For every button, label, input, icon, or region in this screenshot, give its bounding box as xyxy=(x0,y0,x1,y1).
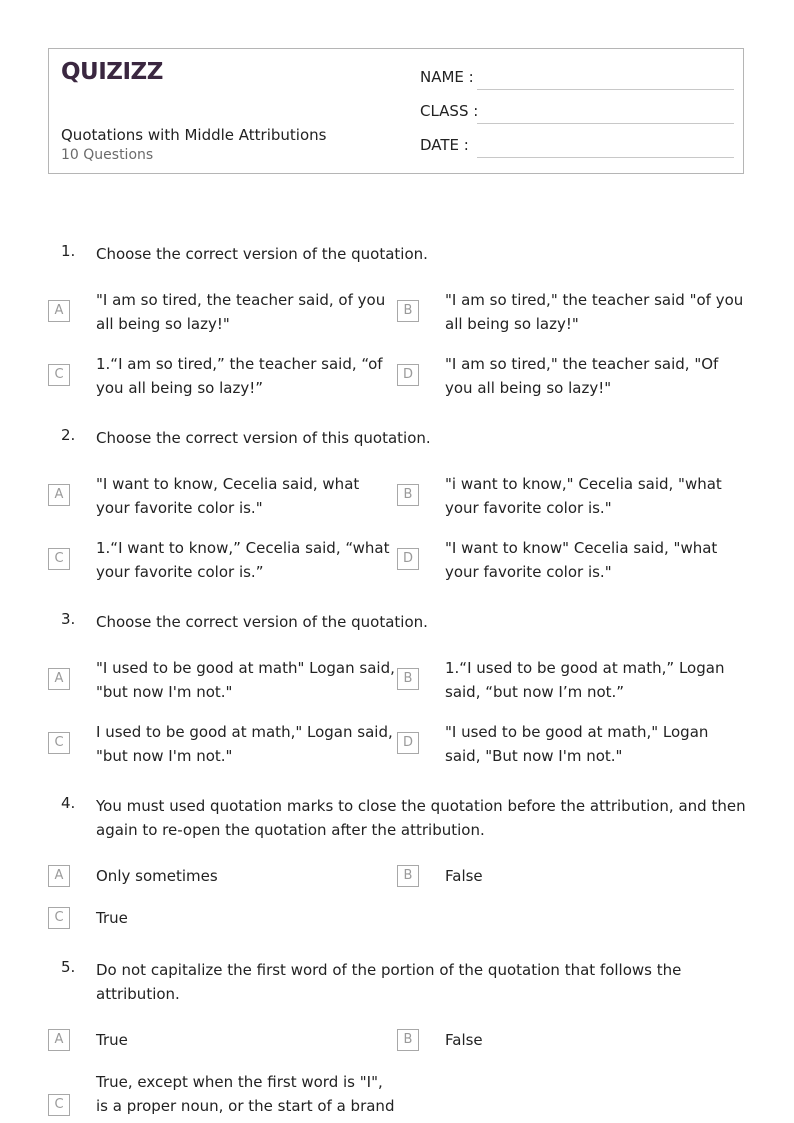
name-line[interactable] xyxy=(477,89,734,90)
name-field[interactable] xyxy=(420,68,734,90)
option-letter-box[interactable]: A xyxy=(48,300,70,322)
question-text: Do not capitalize the first word of the portion of the quotation that follows the attribution. xyxy=(96,961,682,1003)
question-number: 3. xyxy=(61,610,76,628)
worksheet-header xyxy=(48,48,744,174)
option-text: "I want to know" Cecelia said, "what your favorite color is." xyxy=(445,539,718,581)
option-text: False xyxy=(445,1031,483,1049)
date-label: DATE : xyxy=(420,136,469,154)
quizizz-logo: QUIZIZZ xyxy=(61,59,163,85)
option-letter-box[interactable]: C xyxy=(48,732,70,754)
option-letter-box[interactable]: B xyxy=(397,865,419,887)
option-letter-box[interactable]: A xyxy=(48,484,70,506)
option-letter-box[interactable]: A xyxy=(48,668,70,690)
option-text: "I used to be good at math" Logan said, "but now I'm not." xyxy=(96,659,395,701)
option-letter-box[interactable]: D xyxy=(397,548,419,570)
class-label: CLASS : xyxy=(420,102,479,120)
option-text: "I am so tired," the teacher said, "Of you all being so lazy!" xyxy=(445,355,719,397)
option-text: True xyxy=(96,1031,128,1049)
question-count: 10 Questions xyxy=(61,147,154,163)
question-number: 4. xyxy=(61,794,76,812)
date-line[interactable] xyxy=(477,157,734,158)
option-text: "I am so tired," the teacher said "of you all being so lazy!" xyxy=(445,291,744,333)
question-text: Choose the correct version of the quotation. xyxy=(96,245,428,263)
question-number: 5. xyxy=(61,958,76,976)
option-text: "i want to know," Cecelia said, "what your favorite color is." xyxy=(445,475,722,517)
class-line[interactable] xyxy=(477,123,734,124)
option-text: False xyxy=(445,867,483,885)
question-text: Choose the correct version of the quotation. xyxy=(96,613,428,631)
option-letter-box[interactable]: C xyxy=(48,1094,70,1116)
option-text: 1.“I used to be good at math,” Logan said, “but now I’m not.” xyxy=(445,659,725,701)
option-text: "I want to know, Cecelia said, what your favorite color is." xyxy=(96,475,360,517)
option-text: True xyxy=(96,909,128,927)
option-letter-box[interactable]: C xyxy=(48,364,70,386)
option-text: "I used to be good at math," Logan said, "But now I'm not." xyxy=(445,723,709,765)
option-text: 1.“I want to know,” Cecelia said, “what your favorite color is.” xyxy=(96,539,390,581)
question-text: You must used quotation marks to close the quotation before the attribution, and then again to re-open the quotation after the attribution. xyxy=(96,797,746,839)
option-letter-box[interactable]: D xyxy=(397,364,419,386)
option-text: 1.“I am so tired,” the teacher said, “of you all being so lazy!” xyxy=(96,355,383,397)
option-letter-box[interactable]: B xyxy=(397,300,419,322)
option-letter-box[interactable]: A xyxy=(48,1029,70,1051)
question-number: 1. xyxy=(61,242,76,260)
option-text: "I am so tired, the teacher said, of you all being so lazy!" xyxy=(96,291,386,333)
quiz-title: Quotations with Middle Attributions xyxy=(61,126,327,144)
name-label: NAME : xyxy=(420,68,474,86)
option-text: I used to be good at math," Logan said, "but now I'm not." xyxy=(96,723,393,765)
option-text: Only sometimes xyxy=(96,867,218,885)
date-field[interactable] xyxy=(420,136,734,158)
option-letter-box[interactable]: B xyxy=(397,668,419,690)
option-letter-box[interactable]: C xyxy=(48,907,70,929)
class-field[interactable] xyxy=(420,102,734,124)
option-letter-box[interactable]: D xyxy=(397,732,419,754)
option-letter-box[interactable]: A xyxy=(48,865,70,887)
question-text: Choose the correct version of this quotation. xyxy=(96,429,431,447)
option-text: True, except when the first word is "I", is a proper noun, or the start of a brand xyxy=(96,1073,395,1115)
option-letter-box[interactable]: B xyxy=(397,484,419,506)
question-number: 2. xyxy=(61,426,76,444)
option-letter-box[interactable]: C xyxy=(48,548,70,570)
option-letter-box[interactable]: B xyxy=(397,1029,419,1051)
